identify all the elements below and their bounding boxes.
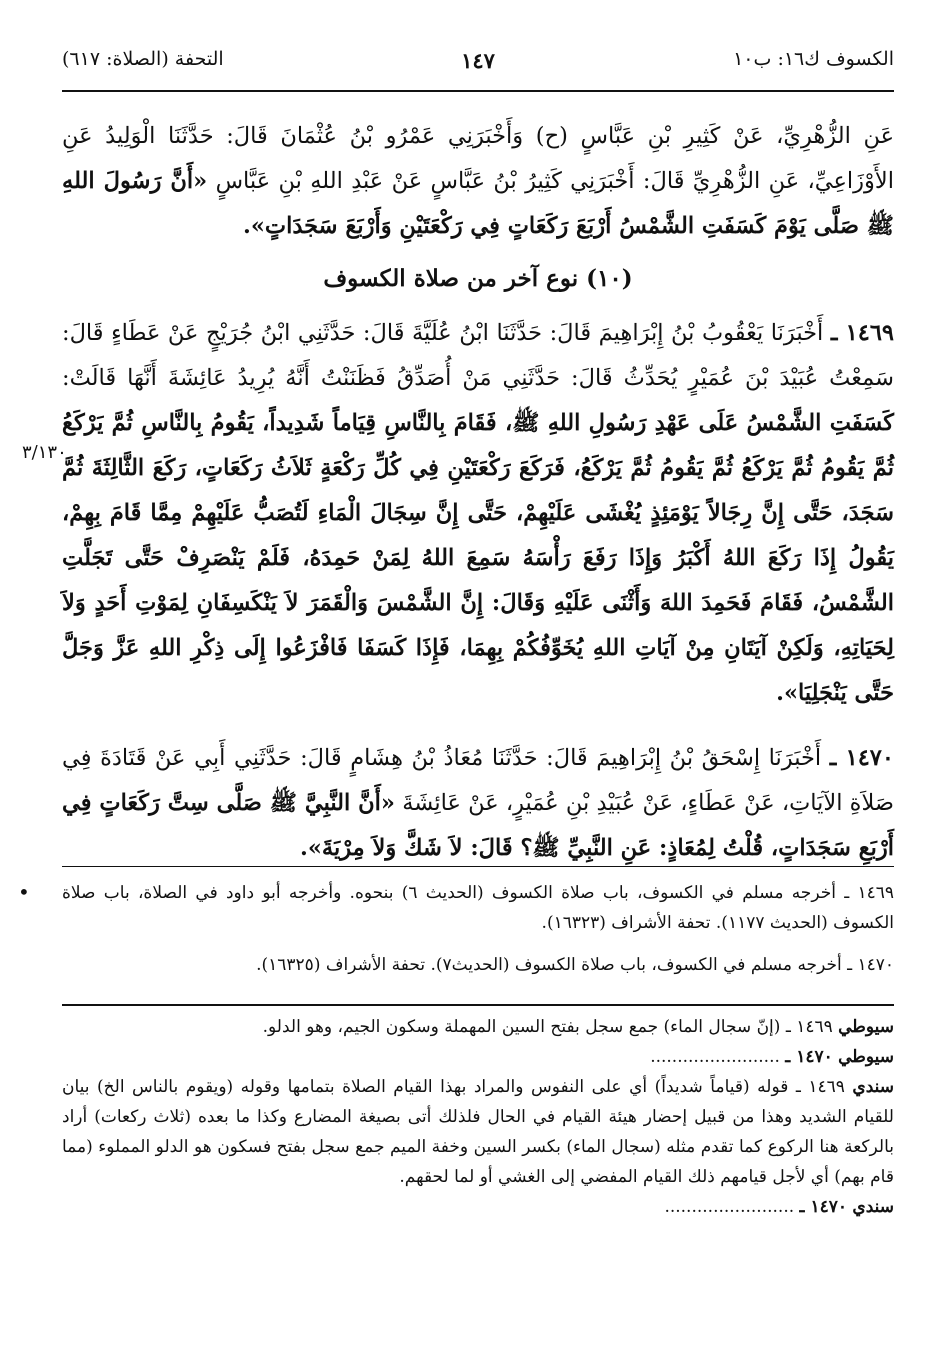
hadith-1469-matn: كَسَفَتِ الشَّمْسُ عَلَى عَهْدِ رَسُولِ اللهِ ﷺ، فَقَامَ بِالنَّاسِ قِيَاماً شَدِيداً، يَقُومُ بِالنَّاسِ ثُمَّ يَرْكَعُ ثُمَّ يَقُومُ ثُمَّ يَرْكَعُ ثُمَّ يَقُومُ ثُمَّ يَرْكَعُ، فَرَكَعَ رَكْعَتَيْنِ فِي كُلِّ رَكْعَةٍ ثَلاَثُ رَكَعَاتٍ، رَكَعَ الثَّالِثَةَ ثُمَّ سَجَدَ، حَتَّى إِنَّ رِجَالاً يَوْمَئِذٍ يُغْشَى عَلَيْهِمْ، حَتَّى إِنَّ سِجَالَ الْمَاءِ لَتُصَبُّ عَلَيْهِمْ مِمَّا قَامَ بِهِمْ، يَقُولُ إِذَا رَكَعَ اللهُ أَكْبَرُ وَإِذَا رَفَعَ رَأْسَهُ سَمِعَ اللهُ لِمَنْ حَمِدَهُ، فَلَمْ يَنْصَرِفْ حَتَّى تَجَلَّتِ الشَّمْسُ، فَقَامَ فَحَمِدَ اللهَ وَأَثْنَى عَلَيْهِ وَقَالَ: إِنَّ الشَّمْسَ وَالْقَمَرَ لاَ يَنْكَسِفَانِ لِمَوْتِ أَحَدٍ وَلاَ لِحَيَاتِهِ، وَلَكِنْ آيَتَانِ مِنْ آيَاتِ اللهِ يُخَوِّفُكُمْ بِهِمَا، فَإِذَا كَسَفَا فَافْزَعُوا إِلَى ذِكْرِ اللهِ عَزَّ وَجَلَّ حَتَّى يَنْجَلِيَا». bbox=[62, 410, 894, 706]
dot-leader: ........................ bbox=[664, 1197, 795, 1217]
hadith-1469 bbox=[62, 311, 894, 716]
commentary-sindi-1469 bbox=[62, 1072, 894, 1192]
main-text bbox=[62, 114, 894, 871]
footnote-rule bbox=[62, 866, 894, 867]
commentator-name: سيوطي bbox=[838, 1047, 894, 1067]
commentary bbox=[62, 1012, 894, 1222]
header-rule bbox=[62, 90, 894, 92]
running-head-chapter: الكسوف ك١٦: ب١٠ bbox=[733, 48, 894, 70]
footnote-1469: ١٤٦٩ ـ أخرجه مسلم في الكسوف، باب صلاة الكسوف (الحديث ٦) بنحوه. وأخرجه أبو داود في الصلاة، باب صلاة الكسوف (الحديث ١١٧٧). تحفة الأشراف (١٦٣٢٣). bbox=[62, 883, 894, 933]
commentary-rule bbox=[62, 1004, 894, 1006]
running-head-tuhfa: التحفة (الصلاة: ٦١٧) bbox=[62, 48, 224, 70]
hadith-1470 bbox=[62, 736, 894, 871]
dot-leader: ........................ bbox=[650, 1047, 780, 1067]
commentary-suyuti-1469 bbox=[62, 1012, 894, 1042]
footnote-1470: ١٤٧٠ ـ أخرجه مسلم في الكسوف، باب صلاة الكسوف (الحديث٧). تحفة الأشراف (١٦٣٢٥). bbox=[256, 955, 894, 975]
hadith-1469-number: ١٤٦٩ ـ bbox=[830, 320, 894, 346]
intro-matn: «أَنَّ رَسُولَ اللهِ ﷺ صَلَّى يَوْمَ كَسَفَتِ الشَّمْسُ أَرْبَعَ رَكَعَاتٍ فِي رَكْعَتَيْنِ وَأَرْبَعَ سَجَدَاتٍ». bbox=[62, 168, 894, 239]
intro-paragraph bbox=[62, 114, 894, 249]
commentator-name: سيوطي bbox=[838, 1017, 894, 1037]
commentary-text: ١٤٦٩ ـ (إنّ سجال الماء) جمع سجل بفتح السين المهملة وسكون الجيم، وهو الدلو. bbox=[262, 1017, 833, 1037]
page-number: ١٤٧ bbox=[461, 48, 495, 73]
commentary-sindi-1470 bbox=[62, 1192, 894, 1222]
commentary-text: ١٤٧٠ ـ bbox=[785, 1047, 833, 1067]
commentator-name: سندي bbox=[852, 1197, 894, 1217]
margin-reference: ٣/١٣٠ bbox=[22, 442, 67, 463]
section-title: (١٠) نوع آخر من صلاة الكسوف bbox=[323, 265, 633, 292]
hadith-1470-number: ١٤٧٠ ـ bbox=[829, 745, 894, 771]
intro-isnad: عَنِ الزُّهْرِيِّ، عَنْ كَثِيرِ بْنِ عَبَّاسٍ (ح) وَأَخْبَرَنِي عَمْرُو بْنُ عُثْمَانَ قَالَ: حَدَّثَنَا الْوَلِيدُ عَنِ الأَوْزَاعِيِّ، عَنِ الزُّهْرِيِّ قَالَ: أَخْبَرَنِي كَثِيرُ بْنُ عَبَّاسٍ عَنْ عَبْدِ اللهِ بْنِ عَبَّاسٍ bbox=[62, 123, 894, 194]
commentary-suyuti-1470 bbox=[62, 1042, 894, 1072]
hadith-1470-matn: «أَنَّ النَّبِيَّ ﷺ صَلَّى سِتَّ رَكَعَاتٍ فِي أَرْبَعِ سَجَدَاتٍ، قُلْتُ لِمُعَاذٍ: عَنِ النَّبِيِّ ﷺ؟ قَالَ: لاَ شَكَّ وَلاَ مِرْيَةَ». bbox=[62, 790, 894, 861]
commentator-name: سندي bbox=[852, 1077, 894, 1097]
margin-dot: • bbox=[18, 880, 30, 904]
hadith-1470-isnad: أَخْبَرَنَا إِسْحَقُ بْنُ إِبْرَاهِيمَ قَالَ: حَدَّثَنَا مُعَاذُ بْنُ هِشَامٍ قَالَ: حَدَّثَنِي أَبِي عَنْ قَتَادَةَ فِي صَلاَةِ الآيَاتِ، عَنْ عَطَاءٍ، عَنْ عُبَيْدِ بْنِ عُمَيْرٍ، عَنْ عَائِشَةَ bbox=[62, 745, 894, 816]
commentary-text: ١٤٧٠ ـ bbox=[799, 1197, 847, 1217]
commentary-text: ١٤٦٩ ـ قوله (قياماً شديداً) أي على النفوس والمراد بهذا القيام الصلاة بتمامها وقوله (ويقوم بالناس الخ) بيان للقيام الشديد وهذا من قبيل إحضار هيئة القيام في الحال فلذلك أتى بصيغة المضارع وكذا ما بعده (ثلاث ركعات) أراد بالركعة هنا الركوع كما تقدم مثله (سجال الماء) بكسر السين وخفة الميم جمع سجل بفتح فسكون هو الدلو المملوء (مما قام بهم) أي لأجل قيامهم ذلك القيام المفضي إلى الغشي أو لما لحقهم. bbox=[62, 1077, 894, 1187]
running-head bbox=[62, 48, 894, 82]
hadith-1469-isnad: أَخْبَرَنَا يَعْقُوبُ بْنُ إِبْرَاهِيمَ قَالَ: حَدَّثَنَا ابْنُ عُلَيَّةَ قَالَ: حَدَّثَنِي ابْنُ جُرَيْجٍ عَنْ عَطَاءٍ قَالَ: سَمِعْتُ عُبَيْدَ بْنَ عُمَيْرٍ يُحَدِّثُ قَالَ: حَدَّثَنِي مَنْ أُصَدِّقُ فَظَنَنْتُ أَنَّهُ يُرِيدُ عَائِشَةَ أَنَّهَا قَالَتْ: bbox=[62, 320, 894, 391]
footnotes bbox=[62, 878, 894, 992]
